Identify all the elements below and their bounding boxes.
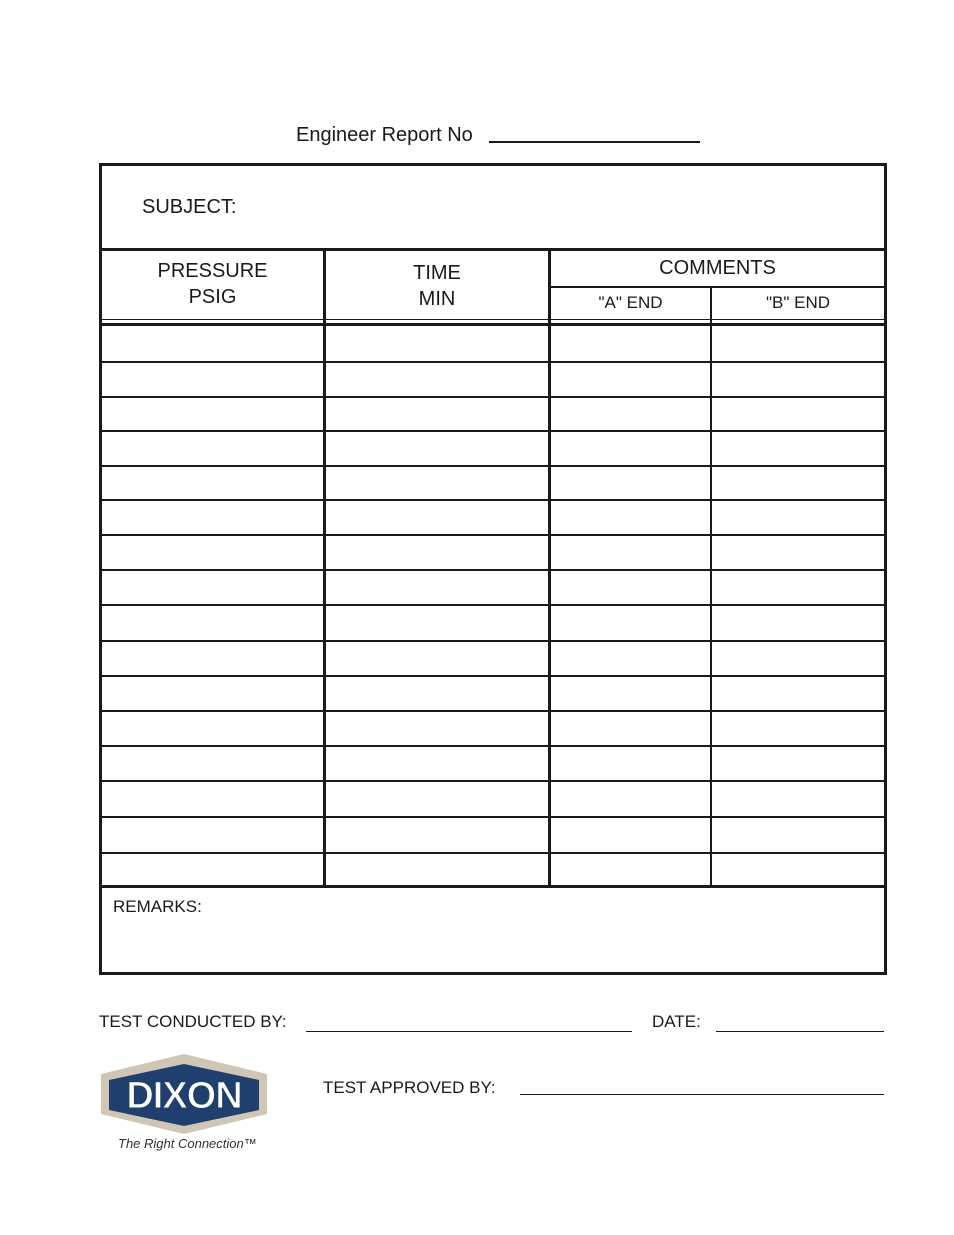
date-field[interactable]: [716, 1031, 884, 1032]
date-label: DATE:: [652, 1012, 701, 1031]
remarks-divider: [102, 885, 884, 888]
b-end-header: "B" END: [765, 293, 831, 312]
logo-wordmark: DIXON: [126, 1075, 242, 1117]
comments-header: COMMENTS: [659, 257, 776, 279]
table-row-divider: [102, 430, 884, 432]
time-header-line2: MIN: [418, 288, 456, 310]
header-divider-thin: [102, 319, 884, 320]
table-row-divider: [102, 780, 884, 782]
table-row-divider: [102, 569, 884, 571]
a-end-header: "A" END: [598, 293, 663, 312]
table-row-divider: [102, 852, 884, 854]
table-row-divider: [102, 816, 884, 818]
time-header: [326, 260, 548, 312]
report-number-label: Engineer Report No: [296, 124, 473, 146]
test-approved-label: TEST APPROVED BY:: [323, 1078, 496, 1097]
table-row-divider: [102, 710, 884, 712]
test-approved-field[interactable]: [520, 1094, 884, 1095]
table-row-divider: [102, 361, 884, 363]
table-row-divider: [102, 396, 884, 398]
header-divider-thick: [102, 323, 884, 326]
table-row-divider: [102, 640, 884, 642]
subject-divider: [102, 248, 884, 251]
test-conducted-field[interactable]: [306, 1031, 632, 1032]
table-row-divider: [102, 745, 884, 747]
time-header-line1: TIME: [413, 262, 461, 284]
test-form-table: [99, 163, 887, 975]
pressure-header-line2: PSIG: [188, 286, 237, 308]
pressure-header: [102, 258, 323, 310]
table-row-divider: [102, 604, 884, 606]
report-number-field[interactable]: [489, 141, 700, 143]
comments-divider: [549, 286, 884, 288]
table-row-divider: [102, 534, 884, 536]
table-row-divider: [102, 465, 884, 467]
table-row-divider: [102, 675, 884, 677]
logo-tagline: The Right Connection™: [118, 1136, 257, 1151]
table-row-divider: [102, 499, 884, 501]
test-conducted-label: TEST CONDUCTED BY:: [99, 1012, 287, 1031]
remarks-label: REMARKS:: [113, 897, 202, 916]
col-divider-3: [710, 288, 712, 888]
subject-label: SUBJECT:: [142, 196, 237, 218]
pressure-header-line1: PRESSURE: [157, 260, 268, 282]
